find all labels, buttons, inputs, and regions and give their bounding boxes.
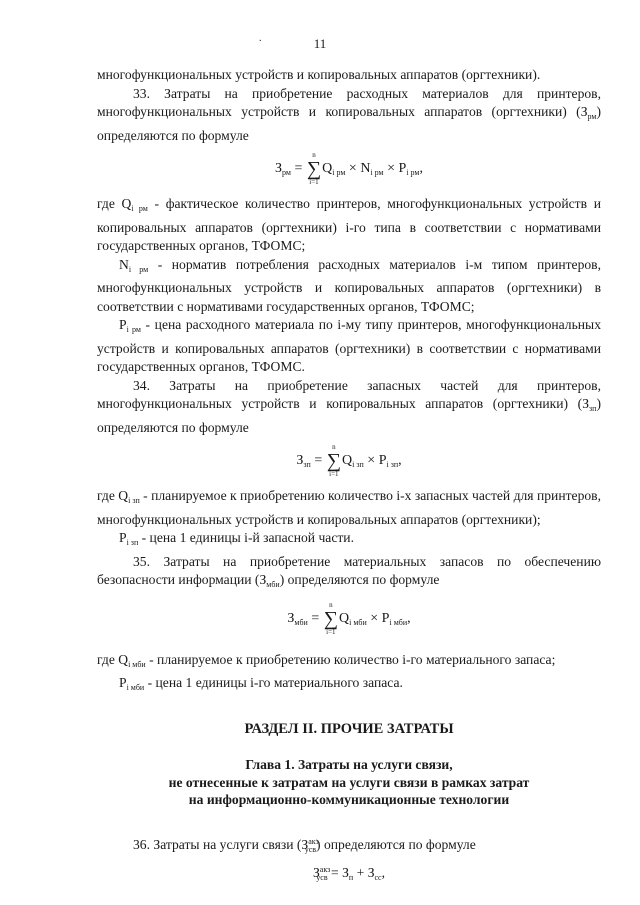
page-number: 11	[313, 36, 327, 51]
page-mark: .	[259, 33, 262, 44]
sum-symbol: n ∑ i=1	[326, 443, 341, 478]
paragraph-continuation: многофункциональных устройств и копировальных аппаратов (оргтехники).	[97, 67, 541, 82]
formula-36: $З^{акз}_{усв} = З_п + З_{сс}$,	[312, 865, 386, 882]
definition-p-zp: $P_{i зп}$ - цена 1 единицы i-й запасной части.	[119, 530, 354, 547]
definition-n-rm: $N_{i рм}$ - норматив потребления расходных материалов i-м типом принтеров, многофункциональных устройств и копировальных аппаратов (оргтехники) в соответствии с нормативами государственных органов, ТФОМС;	[97, 256, 602, 314]
definition-q-rm: где $Q_{i рм}$ - фактическое количество принтеров, многофункциональных устройств и копировальных аппаратов (оргтехники) i-го типа в соответствии с нормативами государственных органов, ТФОМС;	[97, 196, 601, 253]
definition-q-mbi: где $Q_{i мби}$ - планируемое к приобретению количество i-го материального запаса;	[97, 651, 556, 669]
sum-symbol: n ∑ i=1	[306, 151, 322, 186]
definition-p-mbi: $P_{i мби}$ - цена 1 единицы i-го материального запаса.	[119, 675, 403, 692]
paragraph-35: 35. Затраты на приобретение материальных запасов по обеспечению безопасности информации $(З_{мби})$ определяются по формуле	[97, 553, 601, 589]
paragraph-36: 36. Затраты на услуги связи $(З^{акз}_{усв})$ определяются по формуле	[133, 836, 476, 854]
chapter-title: Глава 1. Затраты на услуги связи, не отнесенные к затратам на услуги связи в рамках затрат на информационно-коммуникационные технологии	[168, 757, 530, 807]
paragraph-33: 33. Затраты на приобретение расходных материалов для принтеров, многофункциональных устройств и копировальных аппаратов (оргтехники) $(З_{рм})$ определяются по формуле	[97, 85, 601, 143]
page-body	[97, 66, 601, 888]
formula-35: $З_{мби}$ = n ∑ i=1 $Q_{i мби} \times P_{i мби}$,	[287, 600, 411, 636]
definition-q-zp: где $Q_{i зп}$ - планируемое к приобретению количество i-х запасных частей для принтеров, многофункциональных устройств и копировальных аппаратов (оргтехники);	[97, 488, 601, 527]
sum-symbol: n ∑ i=1	[323, 600, 338, 636]
section-title: РАЗДЕЛ II. ПРОЧИЕ ЗАТРАТЫ	[244, 720, 454, 737]
paragraph-34: 34. Затраты на приобретение запасных частей для принтеров, многофункциональных устройств и копировальных аппаратов (оргтехники) $(З_{зп})$ определяются по формуле	[97, 377, 601, 435]
formula-34: $З_{зп}$ = n ∑ i=1 $Q_{i зп} \times P_{i зп}$,	[296, 443, 402, 478]
definition-p-rm: $P_{i рм}$ - цена расходного материала по i-му типу принтеров, многофункциональных устройств и копировальных аппаратов (оргтехники) в соответствии с нормативами государственных органов, ТФОМС.	[97, 317, 601, 374]
formula-33: $З_{рм}$ = n ∑ i=1 $Q_{i рм} \times N_{i рм} \times P_{i рм}$,	[274, 151, 423, 186]
